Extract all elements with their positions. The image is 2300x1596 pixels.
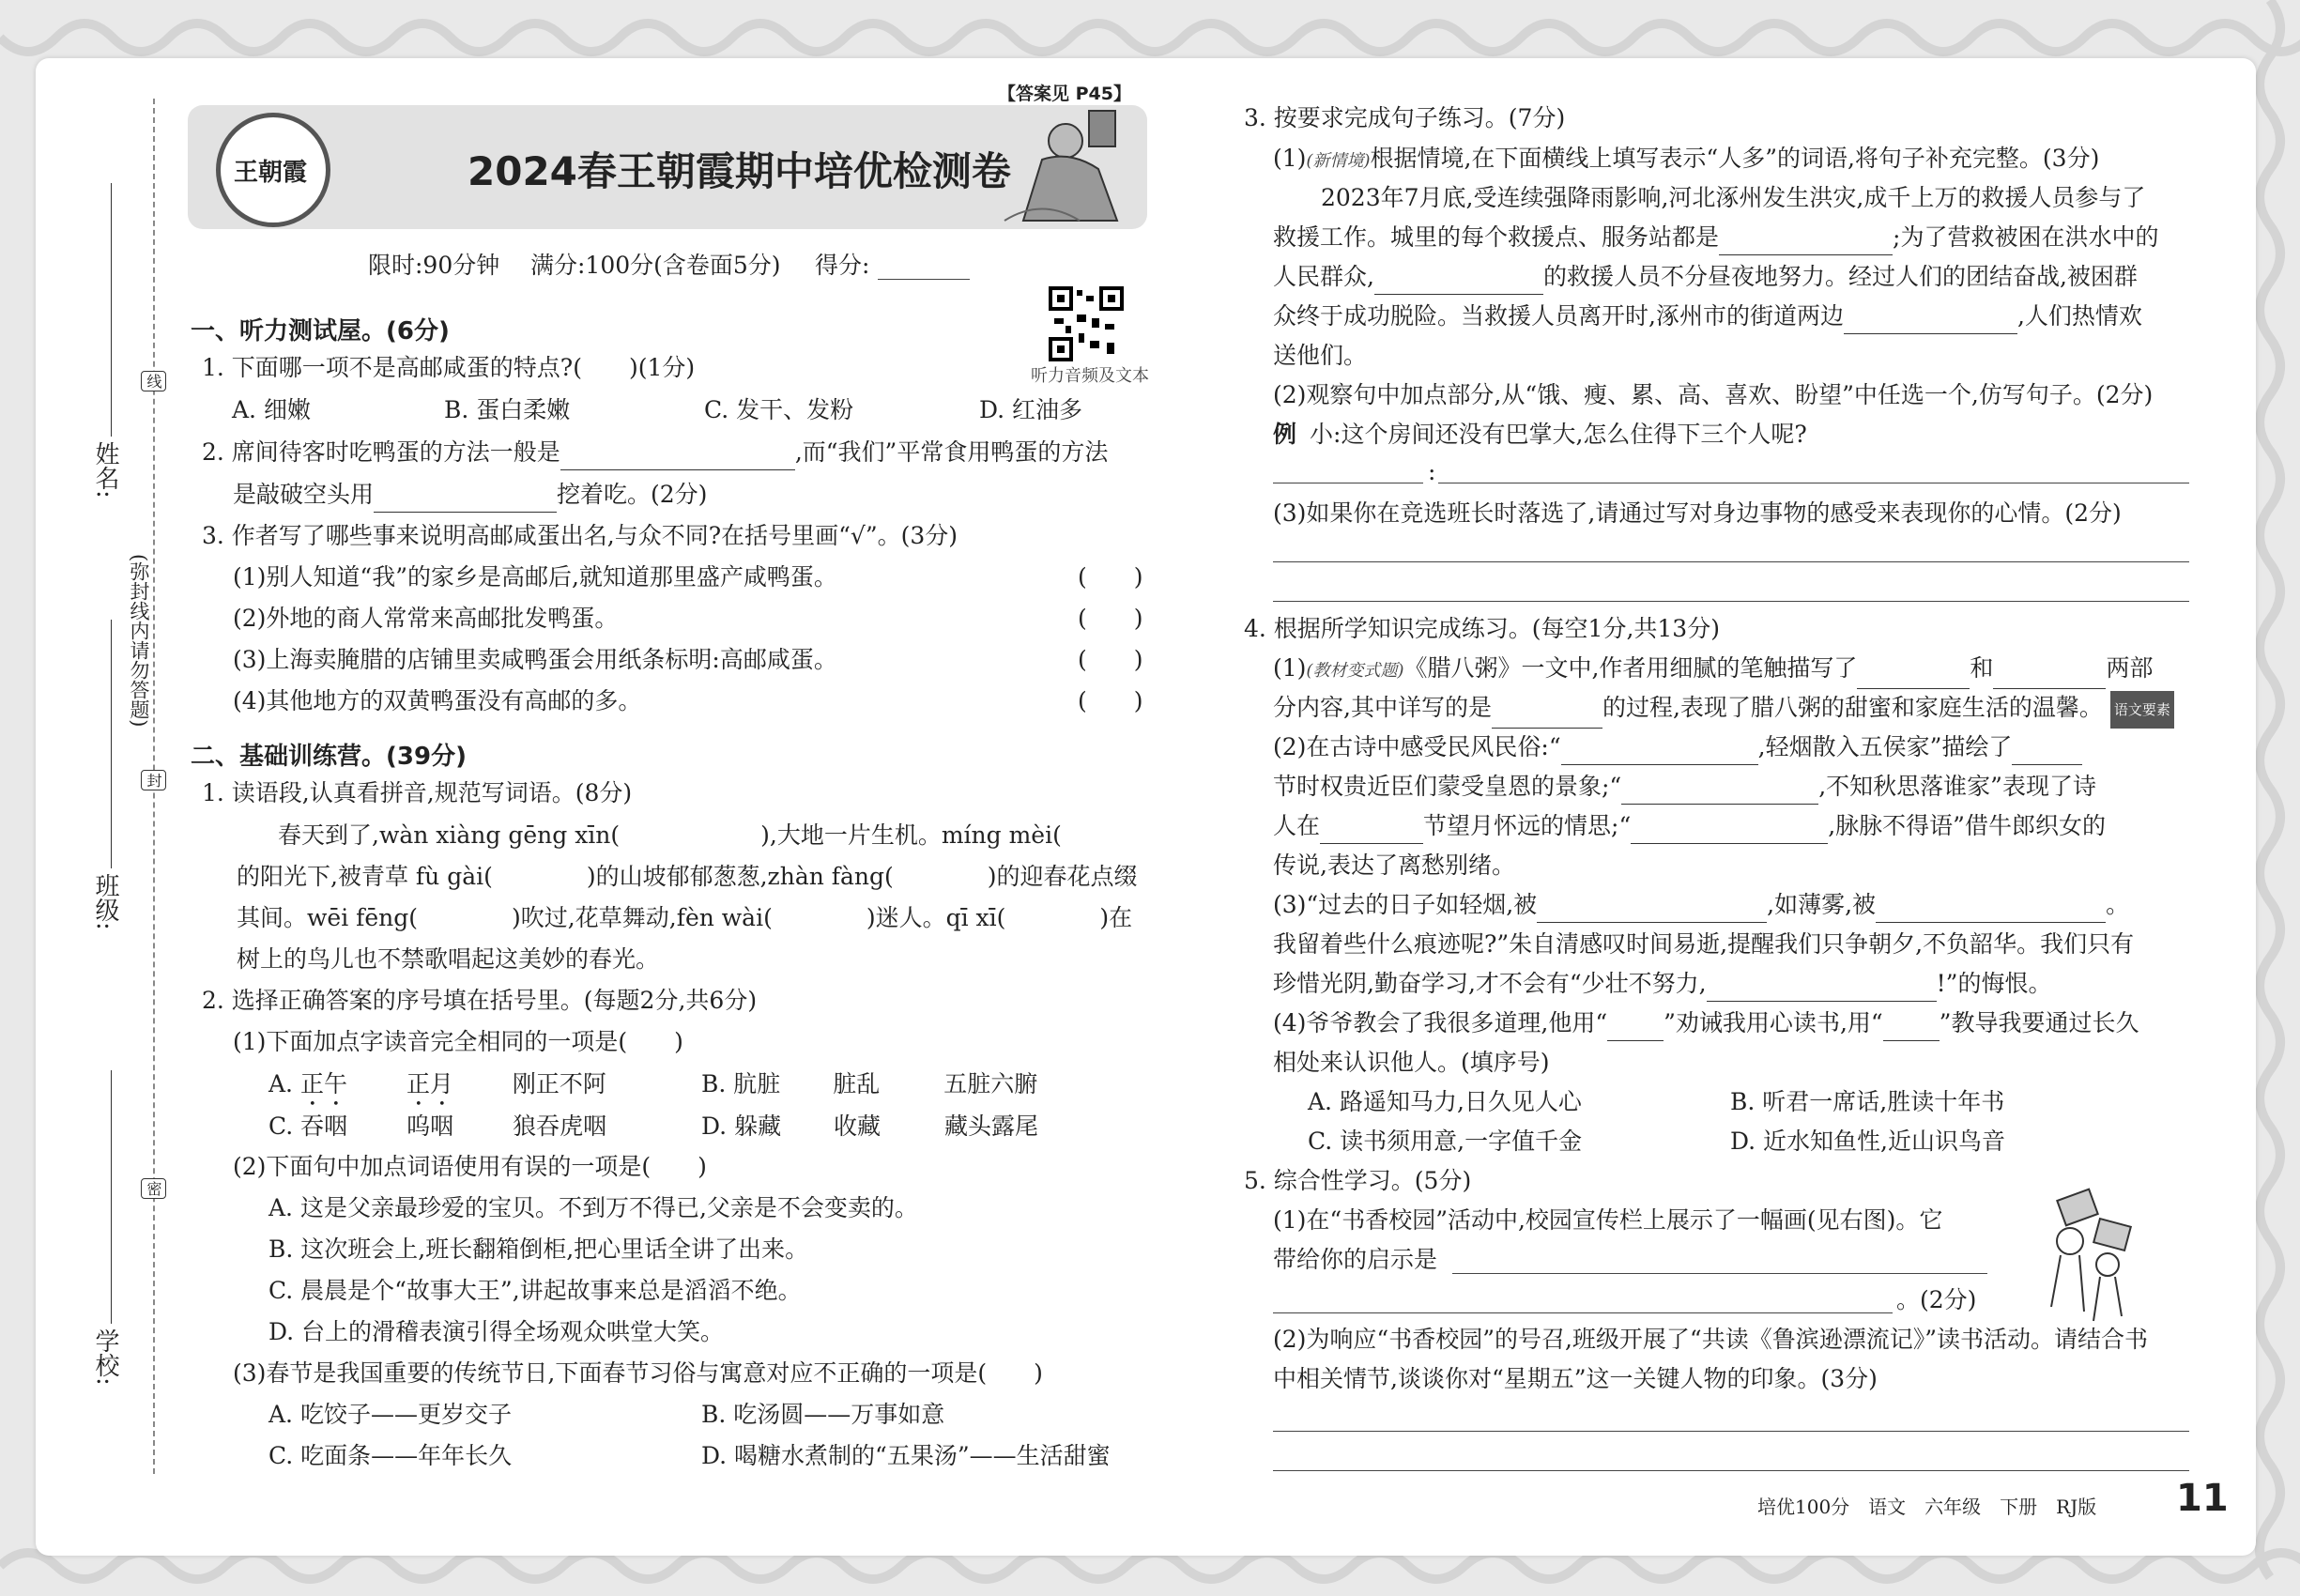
answer-ref: 【答案见 P45】	[998, 84, 1131, 104]
q1-2-text-2	[233, 477, 707, 513]
option-word: 五脏六腑	[943, 1070, 1038, 1097]
example-label: 例	[1273, 421, 1297, 448]
section1-heading: 一、听力测试屋。(6分)	[191, 317, 450, 345]
info-score-label: 得分:	[815, 252, 870, 279]
option-word: 狼吞虎咽	[513, 1113, 607, 1140]
q5-2-answer-line-2[interactable]	[1273, 1470, 2189, 1471]
q3-1-p2a: 救援工作。城里的每个救援点、服务站都是	[1273, 223, 1720, 251]
q3-2-colon: :	[1428, 458, 1436, 485]
q3-1-blank-3[interactable]	[1844, 307, 2017, 334]
q3-1-p3b: 的救援人员不分昼夜地努力。经过人们的团结奋战,被困群	[1542, 263, 2138, 290]
skill-badge: 语文要素	[2110, 691, 2174, 729]
q4-1: (1)(教材变式题)《腊八粥》一文中,作者用细腻的笔触描写了 和 两部	[1273, 651, 2153, 689]
q4-1-blank-1[interactable]	[1857, 662, 1970, 689]
q3: 3. 按要求完成句子练习。(7分)	[1244, 104, 1566, 131]
qr-code[interactable]	[1049, 286, 1124, 361]
q3-2-example	[1273, 417, 1807, 453]
q4-1e: 的过程,表现了腊八粥的甜蜜和家庭生活的温馨。	[1602, 694, 2103, 721]
footer-info: 培优100分 语文 六年级 下册 RJ版	[1757, 1496, 2097, 1518]
q5-1-blank-2[interactable]	[1273, 1312, 1893, 1313]
q1-3-answer-3[interactable]: ( )	[1078, 646, 1143, 673]
q2-1-line-2: 的阳光下,被青草 fù gài( )的山坡郁郁葱葱,zhàn fàng( )的迎春花点缀	[237, 863, 1138, 890]
score-field[interactable]	[878, 279, 970, 280]
q4-2g: ,脉脉不得语”借牛郎织女的	[1828, 812, 2106, 839]
option-letter: C.	[268, 1113, 294, 1140]
q4-1-blank-2[interactable]	[1993, 662, 2106, 689]
q4-4-blank-2[interactable]	[1883, 1014, 1940, 1041]
q2-2-1: (1)下面加点字读音完全相同的一项是( )	[233, 1028, 683, 1055]
q5-2: (2)为响应“书香校园”的号召,班级开展了“共读《鲁滨逊漂流记》”读书活动。请结合书	[1273, 1326, 2148, 1353]
school-label: 学校:	[91, 1328, 119, 1386]
q1-3-answer-1[interactable]: ( )	[1078, 563, 1143, 591]
option-letter: A.	[268, 1070, 294, 1097]
q4-2-blank-2[interactable]	[2012, 738, 2082, 765]
q4-2-line-4: 传说,表达了离愁别绪。	[1273, 852, 1515, 879]
q3-1-p2	[1273, 220, 2158, 255]
q1-2-part-c: 是敲破空头用	[233, 481, 375, 508]
q2-2-1-option-d[interactable]	[701, 1109, 1038, 1144]
q1-3-answer-2[interactable]: ( )	[1078, 605, 1143, 632]
q4-3-line-2: 我留着些什么痕迹呢?”朱自清感叹时间易逝,提醒我们只争朝夕,不负韶华。我们只有	[1273, 930, 2135, 958]
q1-3: 3. 作者写了哪些事来说明高邮咸蛋出名,与众不同?在括号里画“√”。(3分)	[202, 522, 958, 549]
q3-1: (1)(新情境)根据情境,在下面横线上填写表示“人多”的词语,将句子补充完整。(3分)	[1273, 145, 2100, 172]
option-word: 正午	[299, 1070, 347, 1097]
q3-1-blank-1[interactable]	[1719, 228, 1893, 255]
q4-4-option-a[interactable]: A. 路遥知马力,日久见人心	[1308, 1088, 1582, 1115]
option-word: 正月	[406, 1070, 453, 1097]
q4-4-line-2: 相处来认识他人。(填序号)	[1273, 1049, 1550, 1076]
q4-2-blank-5[interactable]	[1631, 817, 1828, 844]
seal-mark-secret: 密	[141, 1178, 166, 1199]
q4-3-blank-2[interactable]	[1876, 896, 2106, 923]
q2-2-3: (3)春节是我国重要的传统节日,下面春节习俗与寓意对应不正确的一项是( )	[233, 1359, 1043, 1387]
q5-1-blank-1[interactable]	[1452, 1273, 1987, 1274]
seal-mark-line: 线	[141, 371, 166, 391]
q2-2-3-option-a[interactable]: A. 吃饺子——更岁交子	[268, 1401, 512, 1428]
page-title: 2024春王朝霞期中培优检测卷	[468, 148, 1011, 194]
option-word: 呜咽	[406, 1113, 454, 1140]
q4-3a: (3)“过去的日子如轻烟,被	[1273, 891, 1538, 918]
option-word: 刚正不阿	[512, 1070, 606, 1097]
qr-caption: 听力音频及文本	[1031, 366, 1149, 386]
q1-1-option-b[interactable]: B. 蛋白柔嫩	[444, 396, 571, 423]
q1-2-text	[202, 435, 1108, 470]
q4-1d: 分内容,其中详写的是	[1273, 694, 1492, 721]
q4-3-line-3	[1273, 966, 2051, 1002]
seal-mark-seal: 封	[141, 770, 166, 790]
q2-2-1-option-a[interactable]	[268, 1067, 606, 1112]
class-field[interactable]	[111, 620, 112, 868]
q4-3e: 珍惜光阴,勤奋学习,才不会有“少壮不努力,	[1273, 970, 1707, 997]
q4-1-tag: (教材变式题)	[1306, 661, 1404, 681]
q1-3-item-4: (4)其他地方的双黄鸭蛋没有高邮的多。	[233, 687, 642, 714]
q1-3-answer-4[interactable]: ( )	[1078, 687, 1143, 714]
q3-1-text: 根据情境,在下面横线上填写表示“人多”的词语,将句子补充完整。(3分)	[1370, 145, 2100, 172]
q1-3-item-1: (1)别人知道“我”的家乡是高邮后,就知道那里盛产咸鸭蛋。	[233, 563, 837, 591]
q2-2-3-option-c[interactable]: C. 吃面条——年年长久	[268, 1442, 513, 1469]
q3-1-p5: 送他们。	[1273, 342, 1368, 369]
q5-2-answer-line-1[interactable]	[1273, 1431, 2189, 1432]
q4-2-line-3	[1273, 808, 2106, 844]
q3-3: (3)如果你在竞选班长时落选了,请通过写对身边事物的感受来表现你的心情。(2分)	[1273, 499, 2122, 527]
q2-1-line-4: 树上的鸟儿也不禁歌唱起这美妙的春光。	[237, 945, 660, 973]
q4-4-option-d[interactable]: D. 近水知鱼性,近山识鸟音	[1730, 1128, 2005, 1155]
q4-1-line-2	[1273, 690, 2174, 729]
q2-2-2: (2)下面句中加点词语使用有误的一项是( )	[233, 1153, 707, 1180]
option-word: 躲藏	[734, 1113, 782, 1140]
q2-2-3-option-b[interactable]: B. 吃汤圆——万事如意	[701, 1401, 945, 1428]
seal-note: (弥封线内请勿答题)	[128, 554, 150, 728]
q3-1-p4	[1273, 299, 2142, 334]
q1-1: 1. 下面哪一项不是高邮咸蛋的特点?( )(1分)	[202, 354, 696, 381]
q4-3-blank-3[interactable]	[1707, 974, 1937, 1002]
q4-2	[1273, 729, 2082, 765]
q4-2b: ,轻烟散入五侯家”描绘了	[1757, 733, 2013, 760]
q2-2-2-option-b[interactable]: B. 这次班会上,班长翻箱倒柜,把心里话全讲了出来。	[268, 1235, 809, 1263]
mascot-illustration	[986, 103, 1155, 230]
q2-2-2-option-c[interactable]: C. 晨晨是个“故事大王”,讲起故事来总是滔滔不绝。	[268, 1277, 802, 1304]
q3-1-p2b: ;为了营救被困在洪水中的	[1893, 223, 2159, 251]
q4-2-blank-4[interactable]	[1320, 817, 1423, 844]
q4-1-blank-3[interactable]	[1492, 701, 1602, 729]
q4-1b: 和	[1970, 654, 1994, 682]
q4-4c: ”教导我要通过长久	[1939, 1009, 2139, 1036]
q3-1-p3	[1273, 259, 2138, 295]
q4-4a: (4)爷爷教会了我很多道理,他用“	[1273, 1009, 1608, 1036]
option-word: 肮脏	[733, 1070, 781, 1097]
q4-2d: ,不知秋思落谁家”表现了诗	[1818, 773, 2096, 800]
q3-1-p1: 2023年7月底,受连续强降雨影响,河北涿州发生洪灾,成千上万的救援人员参与了	[1321, 184, 2146, 211]
info-time: 限时:90分钟	[368, 252, 500, 279]
q4-3	[1273, 887, 2129, 923]
q4-4-option-b[interactable]: B. 听君一席话,胜读十年书	[1730, 1088, 2005, 1115]
q1-2-blank-1[interactable]	[560, 443, 795, 470]
q2-2-2-option-d[interactable]: D. 台上的滑稽表演引得全场观众哄堂大笑。	[268, 1318, 725, 1345]
q5-2-line-2: 中相关情节,谈谈你对“星期五”这一关键人物的印象。(3分)	[1273, 1365, 1878, 1392]
q3-3-answer-line-2[interactable]	[1273, 601, 2189, 602]
q4-2-blank-1[interactable]	[1561, 738, 1758, 765]
q2-1-line-1: 春天到了,wàn xiàng gēng xīn( ),大地一片生机。míng mèi(	[278, 821, 1156, 849]
q3-1-tag: (新情境)	[1306, 151, 1371, 171]
section2-heading: 二、基础训练营。(39分)	[191, 743, 467, 771]
q1-2-part-d: 挖着吃。(2分)	[557, 481, 708, 508]
example-text: 小:这个房间还没有巴掌大,怎么住得下三个人呢?	[1310, 421, 1807, 448]
q4-4-option-c[interactable]: C. 读书须用意,一字值千金	[1308, 1128, 1583, 1155]
q4-2-blank-3[interactable]	[1621, 777, 1818, 805]
q2-2-1-option-b[interactable]	[701, 1067, 1037, 1102]
q4-4-blank-1[interactable]	[1607, 1014, 1664, 1041]
q5-1-points: 。(2分)	[1896, 1286, 1977, 1313]
q3-2: (2)观察句中加点部分,从“饿、瘦、累、高、喜欢、盼望”中任选一个,仿写句子。(2分)	[1273, 381, 2154, 408]
q5: 5. 综合性学习。(5分)	[1244, 1167, 1472, 1194]
logo-text: 王朝霞	[234, 159, 308, 187]
q4: 4. 根据所学知识完成练习。(每空1分,共13分)	[1244, 615, 1720, 642]
q4-3f: !”的悔恨。	[1936, 970, 2052, 997]
q3-1-p4a: 众终于成功脱险。当救援人员离开时,涿州市的街道两边	[1273, 302, 1844, 330]
q4-2e: 人在	[1273, 812, 1321, 839]
q1-1-option-c[interactable]: C. 发干、发粉	[704, 396, 854, 423]
q2-2: 2. 选择正确答案的序号填在括号里。(每题2分,共6分)	[202, 987, 758, 1014]
option-word: 收藏	[834, 1113, 882, 1140]
q3-1-p3a: 人民群众,	[1273, 263, 1374, 290]
q4-3c: 。	[2106, 891, 2130, 918]
q2-1: 1. 读语段,认真看拼音,规范写词语。(8分)	[202, 779, 633, 806]
q1-3-item-3: (3)上海卖腌腊的店铺里卖咸鸭蛋会用纸条标明:高邮咸蛋。	[233, 646, 837, 673]
q4-3b: ,如薄雾,被	[1767, 891, 1877, 918]
name-field[interactable]	[111, 183, 112, 437]
q1-2-part-b: ,而“我们”平常食用鸭蛋的方法	[794, 438, 1109, 466]
page-number: 11	[2176, 1477, 2229, 1520]
q1-1-option-a[interactable]: A. 细嫩	[232, 396, 311, 423]
q5-1: (1)在“书香校园”活动中,校园宣传栏上展示了一幅画(见右图)。它	[1273, 1206, 1943, 1234]
q4-4b: ”劝诫我用心读书,用“	[1664, 1009, 1883, 1036]
option-letter: D.	[701, 1113, 728, 1140]
option-word: 吞咽	[300, 1113, 348, 1140]
q4-2c: 节时权贵近臣们蒙受皇恩的景象;“	[1273, 773, 1622, 800]
q4-3-blank-1[interactable]	[1537, 896, 1767, 923]
name-label: 姓名:	[91, 441, 119, 499]
q2-2-3-option-d[interactable]: D. 喝糖水煮制的“五果汤”——生活甜蜜	[701, 1442, 1111, 1469]
logo	[216, 113, 330, 227]
q3-3-answer-line-1[interactable]	[1273, 561, 2189, 562]
q5-1-line-2: 带给你的启示是	[1273, 1246, 1438, 1273]
option-letter: B.	[701, 1070, 727, 1097]
q1-2-blank-2[interactable]	[374, 485, 557, 513]
reading-cartoon	[2032, 1185, 2140, 1326]
school-field[interactable]	[111, 1070, 112, 1324]
q3-1-p4b: ,人们热情欢	[2016, 302, 2142, 330]
q4-2f: 节望月怀远的情思;“	[1423, 812, 1632, 839]
option-word: 脏乱	[833, 1070, 881, 1097]
q4-4	[1273, 1005, 2139, 1041]
q1-1-option-d[interactable]: D. 红油多	[979, 396, 1083, 423]
q4-1c: 两部	[2106, 654, 2154, 682]
q4-2-line-2	[1273, 769, 2096, 805]
q1-3-item-2: (2)外地的商人常常来高邮批发鸭蛋。	[233, 605, 619, 632]
q2-2-2-option-a[interactable]: A. 这是父亲最珍爱的宝贝。不到万不得已,父亲是不会变卖的。	[268, 1194, 918, 1221]
class-label: 班级:	[91, 873, 119, 930]
q1-2-part-a: 2. 席间待客时吃鸭蛋的方法一般是	[202, 438, 560, 466]
info-full-score: 满分:100分(含卷面5分)	[530, 252, 781, 279]
q3-1-blank-2[interactable]	[1374, 268, 1543, 295]
q2-1-line-3: 其间。wēi fēng( )吹过,花草舞动,fèn wài( )迷人。qī xī( )在	[237, 904, 1133, 931]
option-word: 藏头露尾	[944, 1113, 1039, 1140]
q4-2a: (2)在古诗中感受民风民俗:“	[1273, 733, 1561, 760]
q4-1a: 《腊八粥》一文中,作者用细腻的笔触描写了	[1403, 654, 1858, 682]
q2-2-1-option-c[interactable]	[268, 1109, 606, 1144]
